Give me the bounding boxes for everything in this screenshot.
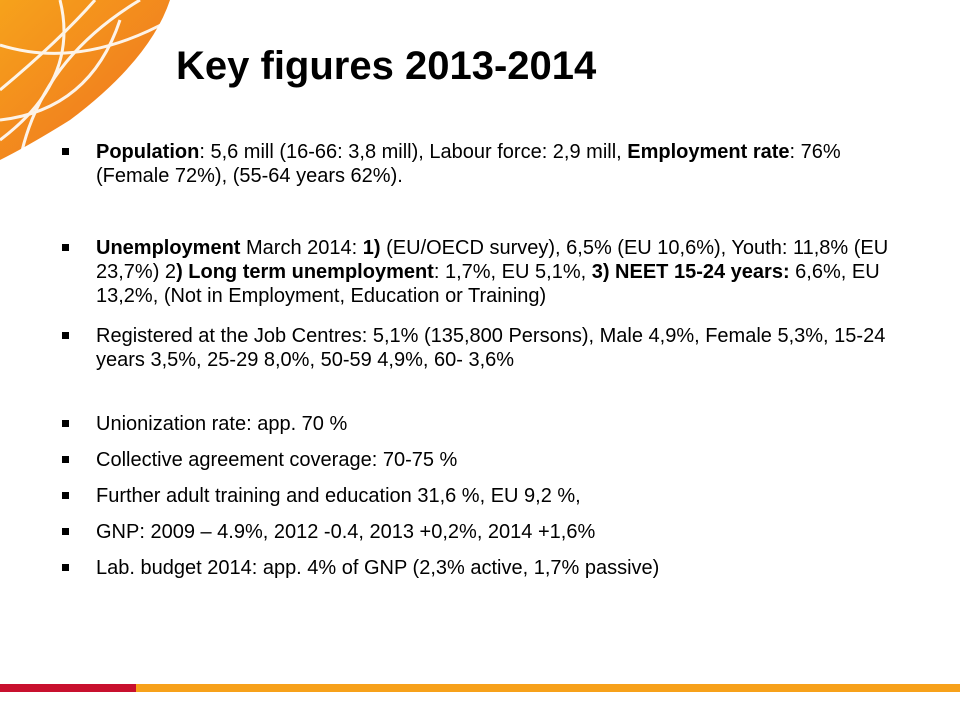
square-bullet-icon [62,420,69,427]
text-segment: GNP: 2009 – 4.9%, 2012 -0.4, 2013 +0,2%, 2014 +1,6% [96,521,596,543]
segment [96,325,885,371]
bullet-collective-agreement [62,448,902,472]
bullet-unionization [62,412,902,436]
bullet-list [62,140,902,580]
text-segment: 1) [362,237,381,259]
text-segment: (EU/OECD survey), 6,5% (EU 10,6%), Youth: 11,8% (EU 23,7%) 2 [96,237,889,283]
square-bullet-icon [62,244,69,251]
text-segment: 3) NEET 15-24 years: [591,261,790,283]
text-segment: March 2014: [240,237,363,259]
text-segment: 6,6%, EU 13,2%, (Not in Employment, Education or Training) [96,261,880,307]
segment [96,141,841,187]
slide-title: Key figures 2013-2014 [176,44,597,88]
bullet-gnp [62,520,902,544]
segment [96,521,595,543]
segment [96,485,581,507]
square-bullet-icon [62,332,69,339]
corner-decoration [0,0,175,160]
text-segment: : 5,6 mill (16-66: 3,8 mill), Labour force: 2,9 mill, [199,141,628,163]
text-segment: Collective agreement coverage: 70-75 % [96,449,458,471]
text-segment: Unionization rate: app. 70 % [96,413,348,435]
bullet-lab-budget [62,556,902,580]
text-segment: : 1,7%, EU 5,1%, [433,261,592,283]
segment [96,237,888,307]
segment [96,449,457,471]
square-bullet-icon [62,492,69,499]
text-segment: Lab. budget 2014: app. 4% of GNP (2,3% active, 1,7% passive) [96,557,660,579]
text-segment: Population [96,141,200,163]
bullet-registered [62,324,902,372]
segment [96,557,659,579]
text-segment: ) Long term unemployment [176,261,434,283]
footer-bar [0,684,960,692]
bullet-adult-training [62,484,902,508]
bullet-unemployment [62,236,902,308]
segment [96,413,347,435]
text-segment: Registered at the Job Centres: 5,1% (135,800 Persons), Male 4,9%, Female 5,3%, 15-24 years 3,5%, 25-29 8,0%, 50-59 4,9%, 60- 3,6% [96,325,886,371]
footer-bar-red [0,684,136,692]
text-segment: Further adult training and education 31,6 %, EU 9,2 %, [96,485,581,507]
text-segment: Unemployment [96,237,241,259]
footer-bar-orange [136,684,960,692]
square-bullet-icon [62,456,69,463]
bullet-population [62,140,902,188]
square-bullet-icon [62,564,69,571]
square-bullet-icon [62,528,69,535]
square-bullet-icon [62,148,69,155]
text-segment: : 76% (Female 72%), (55-64 years 62%). [96,141,841,187]
text-segment: Employment rate [627,141,790,163]
